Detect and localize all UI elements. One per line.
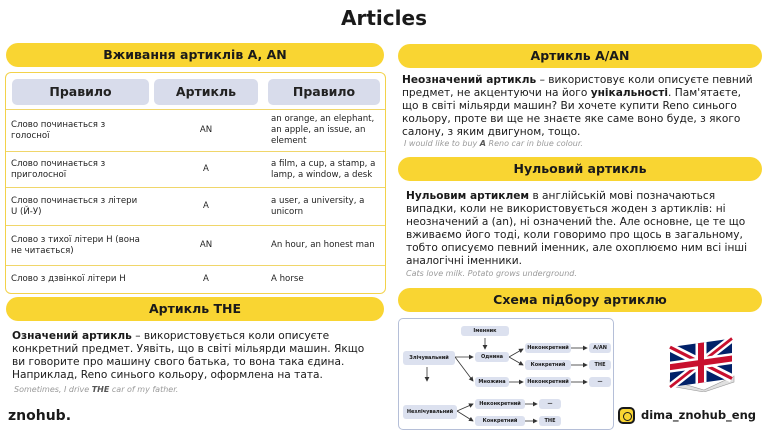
scheme-header: Схема підбору артиклю <box>398 288 762 312</box>
example-text: I would like to buy <box>404 139 480 148</box>
a-term: Неозначений артикль <box>402 74 537 86</box>
znohub-logo: znohub. <box>8 408 72 424</box>
column-header-examples: Правило <box>268 79 380 105</box>
the-header: Артикль THE <box>6 297 384 321</box>
table-row <box>6 225 385 265</box>
node-definite: Конкретний <box>475 416 525 426</box>
a-text: – використовує коли описуєте певний предмет, не акцентуючи на його <box>402 74 753 99</box>
zero-text: в англійській мові позначаються випадки, коли не використовується жоден з артиклів: ні неозначений a (an), ні означений the. Але основне, це те що вживаємо його тоді, коли говоримо про щось в загальному, тобто описуємо певний іменник, але охоплюємо ним всі інші аналогічні іменники. <box>406 190 748 267</box>
examples-cell: a film, a cup, a stamp, a lamp, a window, a desk <box>271 158 376 180</box>
table-row <box>6 151 385 187</box>
the-example <box>14 385 380 394</box>
example-article: A <box>479 139 486 148</box>
articles-table <box>5 72 386 294</box>
a-text: . Пам'ятаєте, що в світі мільярди машин? Ви хочете купити Reno синього кольору, проте ви ще не знаєте яке саме воно буде, з якого салону, з яким двигуном, тощо. <box>402 87 742 138</box>
usage-header: Вживання артиклів A, AN <box>6 43 384 67</box>
example-text: car of my father. <box>109 385 179 394</box>
rule-cell: Слово починається з літери U (Й-У) <box>11 195 138 217</box>
table-row <box>6 265 385 293</box>
node-uncountable: Незлічувальний <box>403 405 457 419</box>
node-definite: Конкретний <box>525 360 571 370</box>
article-cell: A <box>203 164 209 174</box>
table-row <box>6 109 385 151</box>
examples-cell: An hour, an honest man <box>271 240 375 250</box>
column-header-article: Артикль <box>154 79 258 105</box>
rule-cell: Слово починається з приголосної <box>11 158 106 180</box>
instagram-handle[interactable]: dima_znohub_eng <box>641 408 757 422</box>
article-cell: AN <box>199 125 213 135</box>
a-an-header: Артикль A/AN <box>398 44 762 68</box>
example-text: Sometimes, I drive <box>14 385 92 394</box>
node-noun: Іменник <box>461 326 509 336</box>
node-plural: Множина <box>475 377 509 387</box>
page-title: Articles <box>341 6 427 30</box>
examples-cell: A horse <box>271 274 304 284</box>
node-the: THE <box>539 416 561 426</box>
column-header-rule: Правило <box>12 79 149 105</box>
example-text: Reno car in blue colour. <box>486 139 583 148</box>
rule-cell: Слово з тихої літери H (вона не читається) <box>11 234 140 256</box>
british-flag-book-icon <box>664 336 738 392</box>
node-singular: Однина <box>475 352 509 362</box>
node-the: THE <box>589 360 611 370</box>
table-row <box>6 187 385 225</box>
example-article: THE <box>91 385 110 394</box>
zero-article-header: Нульовий артикль <box>398 157 762 181</box>
node-none: — <box>539 399 561 409</box>
node-indefinite: Неконкретний <box>525 377 571 387</box>
article-cell: AN <box>199 240 213 250</box>
instagram-icon <box>618 407 635 424</box>
zero-article-example: Cats love milk. Potato grows underground. <box>406 269 577 278</box>
zero-article-description <box>406 190 758 268</box>
article-selection-diagram <box>398 318 614 430</box>
the-description <box>12 330 378 382</box>
article-cell: A <box>203 201 209 211</box>
node-a-an: A/AN <box>589 343 611 353</box>
examples-cell: an orange, an elephant, an apple, an issue, an element <box>271 114 375 146</box>
node-indefinite: Неконкретний <box>525 343 571 353</box>
a-text-bold: унікальності <box>590 87 669 99</box>
rule-cell: Слово з дзвінкої літери H <box>11 274 126 284</box>
rule-cell: Слово починається з голосної <box>11 119 106 141</box>
zero-term: Нульовим артиклем <box>406 190 530 202</box>
examples-cell: a user, a university, a unicorn <box>271 195 365 217</box>
a-an-description <box>402 74 758 139</box>
article-cell: A <box>203 274 209 284</box>
the-text: – використовується коли описуєте конкретний предмет. Уявіть, що в світі мільярди машин. Якщо ви говорите про машину свого батька, то вона така єдина. Наприклад, Reno синього кольору, оформлена на тата. <box>12 330 365 381</box>
a-an-example <box>404 139 760 148</box>
node-countable: Злічувальний <box>403 351 455 365</box>
node-indefinite: Неконкретний <box>475 399 525 409</box>
the-term: Означений артикль <box>12 330 132 342</box>
node-none: — <box>589 377 611 387</box>
